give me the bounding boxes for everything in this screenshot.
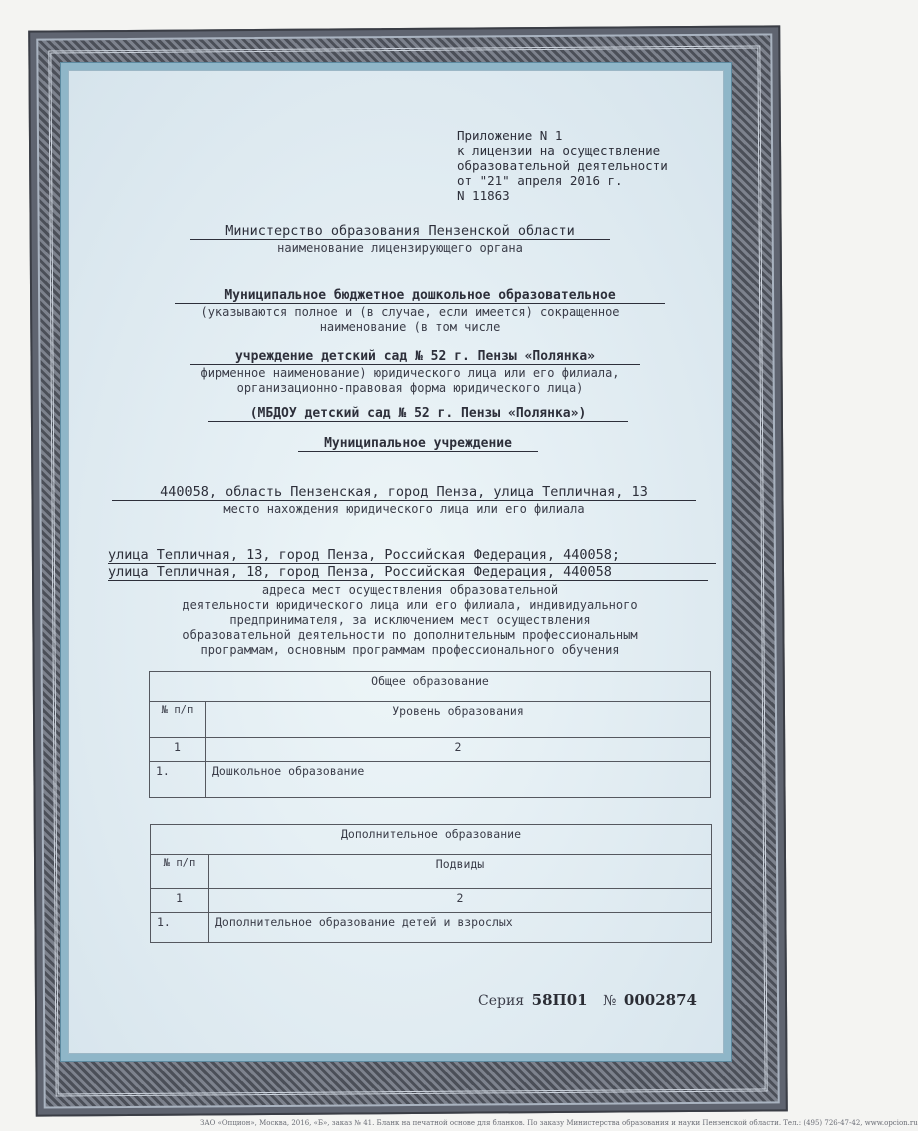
series-value: 58П01 xyxy=(531,991,588,1009)
org-name-caption-1: (указываются полное и (в случае, если имеется) сокращенное xyxy=(200,305,620,319)
appendix-line-1: Приложение N 1 xyxy=(457,128,563,143)
org-name-caption-4: организационно-правовая форма юридического лица) xyxy=(236,381,584,395)
org-location: 440058, область Пензенская, город Пенза, улица Тепличная, 13 xyxy=(112,485,696,501)
appendix-line-2: к лицензии на осуществление xyxy=(457,143,661,158)
activity-address-caption-2: деятельности юридического лица или его филиала, индивидуального xyxy=(182,598,638,612)
general-education-col-level: Уровень образования xyxy=(206,702,711,738)
additional-education-idx-2: 2 xyxy=(209,889,712,913)
serial-number-block xyxy=(478,993,697,1009)
additional-education-row-value: Дополнительное образование детей и взрослых xyxy=(209,913,712,943)
activity-address-caption-5: программам, основным программам профессионального обучения xyxy=(200,643,620,657)
org-name-caption-2: наименование (в том числе xyxy=(319,320,501,334)
appendix-line-3: образовательной деятельности xyxy=(457,158,668,173)
appendix-license-number: N 11863 xyxy=(457,188,510,203)
general-education-col-number: № п/п xyxy=(150,702,206,738)
licensing-body-caption: наименование лицензирующего органа xyxy=(277,241,523,255)
general-education-row-number: 1. xyxy=(150,762,206,798)
additional-education-title: Дополнительное образование xyxy=(151,825,712,855)
activity-address-caption-4: образовательной деятельности по дополнительным профессиональным xyxy=(182,628,638,642)
series-label: Серия xyxy=(478,993,525,1009)
org-short-name: (МБДОУ детский сад № 52 г. Пензы «Полянка») xyxy=(208,406,628,422)
general-education-row-value: Дошкольное образование xyxy=(206,762,711,798)
printer-footer: ЗАО «Опцион», Москва, 2016, «Б», заказ № 41. Бланк на печатной основе для бланков. По заказу Министерства образования и науки Пензенской области. Тел.: (495) 726-47-42, www.opcion.ru xyxy=(200,1119,918,1127)
appendix-date: от "21" апреля 2016 г. xyxy=(457,173,623,188)
activity-address-2: улица Тепличная, 18, город Пенза, Российская Федерация, 440058 xyxy=(108,565,708,581)
additional-education-row-number: 1. xyxy=(151,913,209,943)
number-label: № xyxy=(603,993,617,1009)
activity-address-caption-1: адреса мест осуществления образовательной xyxy=(261,583,559,597)
org-name-caption-3: фирменное наименование) юридического лица или его филиала, xyxy=(200,366,620,380)
org-name-line-2: учреждение детский сад № 52 г. Пензы «Полянка» xyxy=(190,349,640,365)
general-education-idx-2: 2 xyxy=(206,738,711,762)
licensing-body: Министерство образования Пензенской области xyxy=(190,224,610,240)
general-education-title: Общее образование xyxy=(150,672,711,702)
activity-address-1: улица Тепличная, 13, город Пенза, Российская Федерация, 440058; xyxy=(108,548,716,564)
general-education-idx-1: 1 xyxy=(150,738,206,762)
org-legal-form: Муниципальное учреждение xyxy=(298,436,538,452)
additional-education-table xyxy=(150,824,712,943)
org-name-line-1: Муниципальное бюджетное дошкольное образовательное xyxy=(175,288,665,304)
additional-education-col-number: № п/п xyxy=(151,855,209,889)
additional-education-idx-1: 1 xyxy=(151,889,209,913)
org-location-caption: место нахождения юридического лица или его филиала xyxy=(223,502,585,516)
number-value: 0002874 xyxy=(623,991,697,1009)
general-education-table xyxy=(149,671,711,798)
additional-education-col-subtype: Подвиды xyxy=(209,855,712,889)
activity-address-caption-3: предпринимателя, за исключением мест осуществления xyxy=(229,613,591,627)
